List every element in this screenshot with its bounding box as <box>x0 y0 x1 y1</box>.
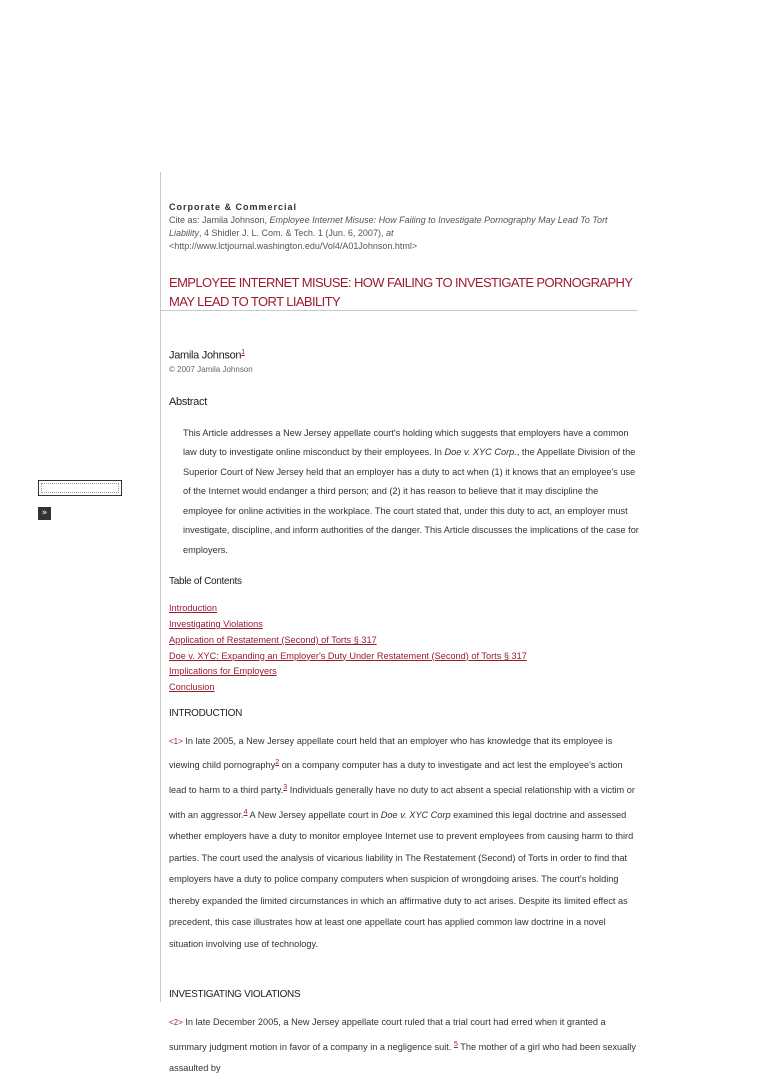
article-content <box>169 202 639 1080</box>
intro-text-5: examined this legal doctrine and assessed whether employers have a duty to monitor employee Internet use to prevent employees from causing harm to third parties. The court used the analysis of vicarious liability in The Restatement (Second) of Torts in order to find that employers have a duty to police company computers when suspicion of wrongdoing arises. The court's holding thereby expanded the limited circumstances in which an affirmative duty to act arises. Despite its limited effect as precedent, this case illustrates how at least one appellate court has applied common law doctrine in a novel situation involving use of technology. <box>169 809 634 949</box>
toc-heading: Table of Contents <box>169 576 242 588</box>
toc-link-conclusion[interactable]: Conclusion <box>169 682 215 693</box>
abstract-case: Doe v. XYC Corp. <box>444 447 517 458</box>
section-label: Corporate & Commercial <box>169 202 298 212</box>
article-title: EMPLOYEE INTERNET MISUSE: HOW FAILING TO INVESTIGATE PORNOGRAPHY MAY LEAD TO TORT LIABILITY <box>169 275 633 309</box>
abstract-body <box>183 424 639 561</box>
toc-link-application-restatement[interactable]: Application of Restatement (Second) of Torts § 317 <box>169 634 377 645</box>
investigating-heading: INVESTIGATING VIOLATIONS <box>169 989 301 1001</box>
invest-text-2: The mother of a girl who had been sexually assaulted by <box>169 1041 636 1074</box>
search-go-button[interactable]: » <box>38 507 51 520</box>
citation <box>169 214 639 253</box>
toc-link-doe-v-xyc[interactable]: Doe v. XYC: Expanding an Employer's Duty Under Restatement (Second) of Torts § 317 <box>169 650 527 661</box>
cite-url: <http://www.lctjournal.washington.edu/Vol4/A01Johnson.html> <box>169 241 418 251</box>
vertical-divider <box>160 172 161 1002</box>
paragraph-number: <2> <box>169 1018 183 1028</box>
paragraph-number: <1> <box>169 736 183 746</box>
cite-title: Employee Internet Misuse: How Failing to Investigate Pornography May Lead To Tort Liability <box>169 215 608 238</box>
abstract-text-1: This Article addresses a New Jersey appellate court's holding which suggests that employers have a common law duty to investigate online misconduct by their employees. In <box>183 427 629 458</box>
paragraph-2 <box>169 1012 639 1080</box>
intro-text-2: on a company computer has a duty to investigate and act lest the employee's action lead to harm to a third party. <box>169 760 623 796</box>
toc-link-investigating-violations[interactable]: Investigating Violations <box>169 618 263 629</box>
author-name-line <box>169 349 639 362</box>
footnote-link-5[interactable]: 5 <box>453 1040 458 1048</box>
intro-text-3: Individuals generally have no duty to act absent a special relationship with a victim or with an aggressor. <box>169 785 635 820</box>
cite-at: at <box>385 228 394 238</box>
intro-text-4: A New Jersey appellate court in <box>247 809 381 820</box>
copyright: © 2007 Jamila Johnson <box>169 364 253 374</box>
footnote-link-3[interactable]: 3 <box>283 784 288 791</box>
search-input[interactable] <box>38 480 122 496</box>
footnote-link-4[interactable]: 4 <box>243 808 248 816</box>
introduction-heading: INTRODUCTION <box>169 707 243 719</box>
author-name: Jamila Johnson <box>169 349 242 362</box>
author-block <box>169 349 639 374</box>
cite-prefix: Cite as: Jamila Johnson, <box>169 215 270 225</box>
toc-link-introduction[interactable]: Introduction <box>169 603 218 614</box>
intro-text-1: In late 2005, a New Jersey appellate court held that an employer who has knowledge that its employee is viewing child pornography <box>169 735 613 771</box>
abstract-heading: Abstract <box>169 395 207 408</box>
abstract-text-2: , the Appellate Division of the Superior Court of New Jersey held that an employer has a duty to act when (1) it knows that an employee's use of the Internet would endanger a third person; and (2) it has reason to believe that it may discipline the employee for online activities in the workplace. The court stated that, under this duty to act, an employer must investigate, discipline, and inform authorities of the danger. This Article discusses the implications of the case for employers. <box>183 447 639 555</box>
paragraph-1 <box>169 731 639 955</box>
intro-case: Doe v. XYC Corp <box>380 809 451 820</box>
toc-link-implications[interactable]: Implications for Employers <box>169 666 277 677</box>
footnote-link-2[interactable]: 2 <box>275 759 280 767</box>
table-of-contents <box>169 601 639 696</box>
author-footnote-link[interactable]: 1 <box>241 349 245 356</box>
invest-text-1: In late December 2005, a New Jersey appellate court ruled that a trial court had erred when it granted a summary judgment motion in favor of a company in a negligence suit. <box>169 1017 606 1052</box>
cite-suffix: , 4 Shidler J. L. Com. & Tech. 1 (Jun. 6, 2007), <box>199 228 386 238</box>
